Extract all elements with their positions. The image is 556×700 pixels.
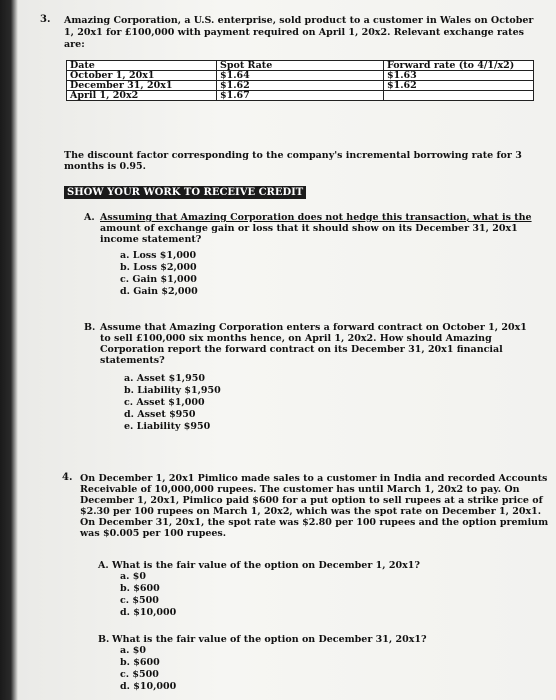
table-cell: $1.64 <box>217 71 384 81</box>
q3-intro-line-2: 1, 20x1 for £100,000 with payment required on April 1, 20x2. Relevant exchange rates <box>64 27 524 38</box>
q4-line-4: $2.30 per 100 rupees on March 1, 20x2, which was the spot rate on December 1, 20x1. <box>80 506 542 517</box>
choice-option[interactable]: c. $500 <box>120 669 159 680</box>
choice-option[interactable]: d. Gain $2,000 <box>120 286 198 297</box>
q4-part-a-label: A. <box>98 560 109 571</box>
q3-part-b-line-1: Assume that Amazing Corporation enters a forward contract on October 1, 20x1 <box>100 322 527 333</box>
q3-part-a-line-3: income statement? <box>100 234 202 245</box>
q3-part-b-label: B. <box>84 322 96 333</box>
choice-option[interactable]: c. Gain $1,000 <box>120 274 197 285</box>
q4-line-5: On December 31, 20x1, the spot rate was $2.80 per 100 rupees and the option premium <box>80 517 549 528</box>
choice-option[interactable]: a. $0 <box>120 571 146 582</box>
choice-option[interactable]: c. $500 <box>120 595 159 606</box>
table-cell: $1.63 <box>384 71 534 81</box>
q3-part-b-line-2: to sell £100,000 six months hence, on April 1, 20x2. How should Amazing <box>100 333 492 344</box>
table-row <box>67 71 534 81</box>
table-cell: October 1, 20x1 <box>67 71 217 81</box>
q4-part-a-choices <box>120 571 176 619</box>
q3-part-a-line-2: amount of exchange gain or loss that it should show on its December 31, 20x1 <box>100 223 518 234</box>
table-cell: December 31, 20x1 <box>67 81 217 91</box>
q4-part-b-question: What is the fair value of the option on December 31, 20x1? <box>112 634 427 645</box>
choice-option[interactable]: d. Asset $950 <box>124 409 196 420</box>
choice-option[interactable]: b. Liability $1,950 <box>124 385 221 396</box>
table-row <box>67 91 534 101</box>
q4-line-6: was $0.005 per 100 rupees. <box>80 528 227 539</box>
table-cell: April 1, 20x2 <box>67 91 217 101</box>
question-4-number: 4. <box>62 472 73 483</box>
table-cell: $1.62 <box>384 81 534 91</box>
q4-line-3: December 1, 20x1, Pimlico paid $600 for a put option to sell rupees at a strike price of <box>80 495 543 506</box>
choice-option[interactable]: a. Asset $1,950 <box>124 373 205 384</box>
q4-part-b-label: B. <box>98 634 110 645</box>
discount-factor-line-2: months is 0.95. <box>64 161 146 172</box>
q3-part-b-line-3: Corporation report the forward contract on its December 31, 20x1 financial <box>100 344 503 355</box>
q4-line-2: Receivable of 10,000,000 rupees. The customer has until March 1, 20x2 to pay. On <box>80 484 520 495</box>
q4-part-a-question: What is the fair value of the option on December 1, 20x1? <box>112 560 420 571</box>
choice-option[interactable]: a. Loss $1,000 <box>120 250 197 261</box>
discount-factor-line-1: The discount factor corresponding to the company's incremental borrowing rate for 3 <box>64 150 522 161</box>
show-work-banner: SHOW YOUR WORK TO RECEIVE CREDIT <box>64 186 306 199</box>
table-header-row <box>67 61 534 71</box>
choice-option[interactable]: c. Asset $1,000 <box>124 397 205 408</box>
choice-option[interactable]: b. $600 <box>120 657 160 668</box>
choice-option[interactable]: d. $10,000 <box>120 681 177 692</box>
q3-intro-line-1: Amazing Corporation, a U.S. enterprise, sold product to a customer in Wales on October <box>64 15 534 26</box>
q3-part-a-choices <box>120 250 198 298</box>
choice-option[interactable]: d. $10,000 <box>120 607 177 618</box>
table-header-spot: Spot Rate <box>217 61 384 71</box>
choice-option[interactable]: b. Loss $2,000 <box>120 262 197 273</box>
choice-option[interactable]: e. Liability $950 <box>124 421 211 432</box>
q3-intro-line-3: are: <box>64 39 85 50</box>
q3-part-b-choices <box>124 373 221 433</box>
choice-option[interactable]: a. $0 <box>120 645 146 656</box>
q3-part-b-line-4: statements? <box>100 355 165 366</box>
table-cell: $1.62 <box>217 81 384 91</box>
table-header-forward: Forward rate (to 4/1/x2) <box>384 61 534 71</box>
q4-line-1: On December 1, 20x1 Pimlico made sales to a customer in India and recorded Accounts <box>80 473 548 484</box>
q3-part-a-label: A. <box>84 212 95 223</box>
q4-part-b-choices <box>120 645 176 693</box>
q3-part-a-line-1: Assuming that Amazing Corporation does not hedge this transaction, what is the <box>100 212 532 223</box>
scan-shadow-edge <box>0 0 18 700</box>
table-cell <box>384 91 534 101</box>
table-row <box>67 81 534 91</box>
question-3-number: 3. <box>40 14 51 25</box>
choice-option[interactable]: b. $600 <box>120 583 160 594</box>
table-header-date: Date <box>67 61 217 71</box>
exchange-rate-table <box>66 60 534 101</box>
table-cell: $1.67 <box>217 91 384 101</box>
